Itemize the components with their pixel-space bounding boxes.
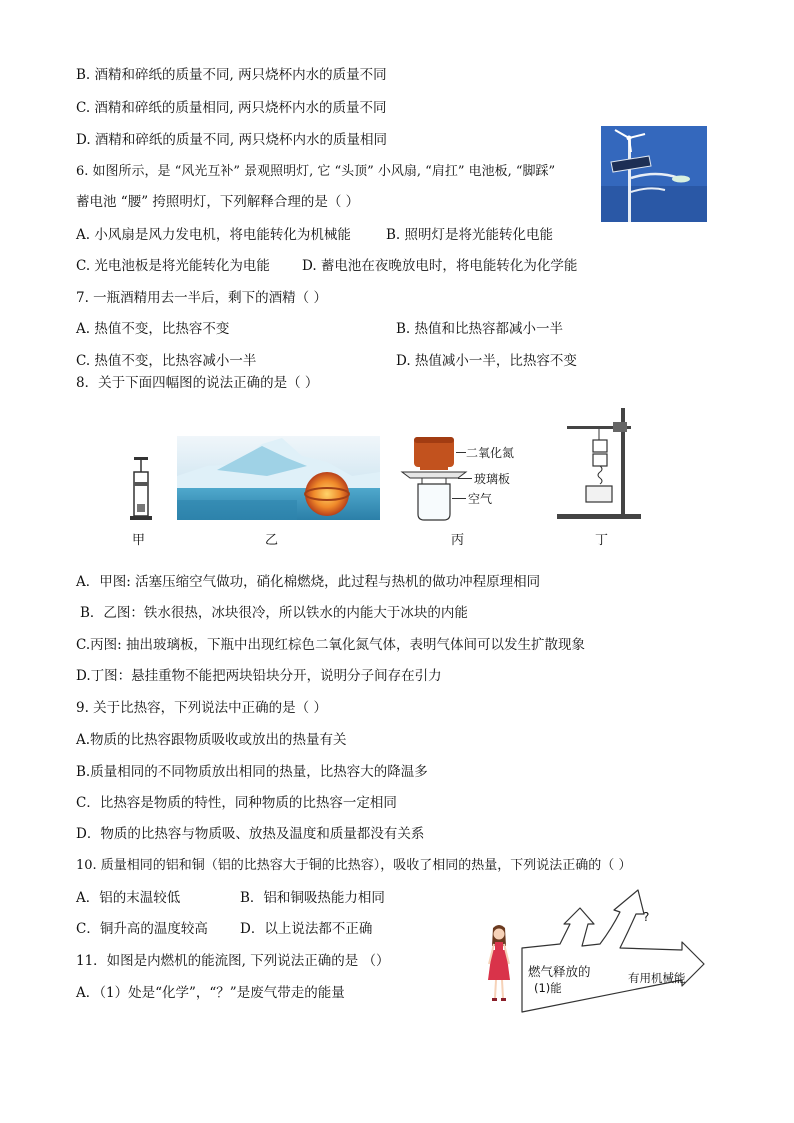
syringe-image — [124, 456, 158, 524]
q8-option-d: D.丁图：悬挂重物不能把两块铅块分开，说明分子间存在引力 — [76, 668, 442, 684]
lead-block-stand-image — [555, 406, 647, 524]
q9-option-a: A.物质的比热容跟物质吸收或放出的热量有关 — [76, 732, 347, 748]
useful-mechanical-energy-label: 有用机械能 — [628, 971, 686, 985]
q8-option-a: A．甲图: 活塞压缩空气做功，硝化棉燃烧，此过程与热机的做功冲程原理相同 — [76, 574, 541, 590]
q7-option-a: A. 热值不变，比热容不变 — [76, 321, 230, 337]
question-8-stem: 8．关于下面四幅图的说法正确的是（ ） — [76, 375, 319, 391]
street-lamp-image — [601, 126, 707, 222]
question-6-stem-1: 6. 如图所示，是 “风光互补” 景观照明灯, 它 “头顶” 小风扇, “肩扛” 电池板, “脚踩” — [76, 164, 556, 179]
q8-option-b: B．乙图：铁水很热，冰块很冷，所以铁水的内能大于冰块的内能 — [80, 605, 468, 621]
q10-option-d: D．以上说法都不正确 — [240, 921, 373, 937]
q9-option-c: C．比热容是物质的特性，同种物质的比热容一定相同 — [76, 795, 397, 811]
label-ding: 丁 — [595, 533, 609, 548]
question-11-stem: 11．如图是内燃机的能流图, 下列说法正确的是 （） — [76, 953, 390, 969]
glass-leader-line — [458, 478, 472, 479]
label-glass-plate: 玻璃板 — [474, 472, 511, 486]
label-bing: 丙 — [451, 533, 465, 548]
option-c-q5: C. 酒精和碎纸的质量相同, 两只烧杯内水的质量不同 — [76, 100, 387, 116]
energy-question-mark: ? — [643, 910, 650, 924]
q6-option-c: C. 光电池板是将光能转化为电能 — [76, 258, 270, 274]
q9-option-b: B.质量相同的不同物质放出相同的热量，比热容大的降温多 — [76, 764, 428, 780]
q7-option-c: C. 热值不变，比热容减小一半 — [76, 353, 257, 369]
q7-option-b: B. 热值和比热容都减小一半 — [396, 321, 564, 337]
label-yi: 乙 — [265, 533, 279, 548]
q11-option-a: A．（1）处是“化学”，“？”是废气带走的能量 — [76, 985, 345, 1001]
q10-option-c: C．铜升高的温度较高 — [76, 921, 208, 937]
question-10-stem: 10. 质量相同的铝和铜（铝的比热容大于铜的比热容），吸收了相同的热量，下列说法正确的（ ） — [76, 858, 632, 873]
question-9-stem: 9. 关于比热容，下列说法中正确的是（ ） — [76, 700, 327, 716]
label-air: 空气 — [468, 492, 493, 506]
q10-option-b: B．铝和铜吸热能力相同 — [240, 890, 385, 906]
no2-leader-line — [456, 452, 466, 453]
energy-source-label-1: 燃气释放的 — [528, 964, 591, 979]
q6-option-d: D. 蓄电池在夜晚放电时，将电能转化为化学能 — [302, 258, 578, 274]
q9-option-d: D．物质的比热容与物质吸、放热及温度和质量都没有关系 — [76, 826, 425, 842]
energy-source-label-2: (1)能 — [534, 981, 562, 995]
option-d-q5: D. 酒精和碎纸的质量不同, 两只烧杯内水的质量相同 — [76, 132, 388, 148]
girl-image — [484, 924, 514, 1004]
q7-option-d: D. 热值减小一半，比热容不变 — [396, 353, 577, 369]
iceberg-image — [177, 436, 380, 520]
option-b-q5: B. 酒精和碎纸的质量不同, 两只烧杯内水的质量不同 — [76, 67, 387, 83]
label-no2: 二氧化氮 — [466, 446, 515, 460]
q8-option-c: C.丙图: 抽出玻璃板，下瓶中出现红棕色二氧化氮气体，表明气体间可以发生扩散现象 — [76, 637, 585, 653]
air-leader-line — [452, 498, 466, 499]
question-6-stem-2: 蓄电池 “腰” 挎照明灯，下列解释合理的是（ ） — [76, 194, 360, 210]
q6-option-b: B. 照明灯是将光能转化电能 — [386, 227, 554, 243]
question-7-stem: 7. 一瓶酒精用去一半后，剩下的酒精（ ） — [76, 290, 327, 306]
q10-option-a: A．铝的末温较低 — [76, 890, 181, 906]
label-jia: 甲 — [132, 533, 146, 548]
energy-flow-diagram — [520, 888, 706, 1016]
q6-option-a: A. 小风扇是风力发电机，将电能转化为机械能 — [76, 227, 351, 243]
